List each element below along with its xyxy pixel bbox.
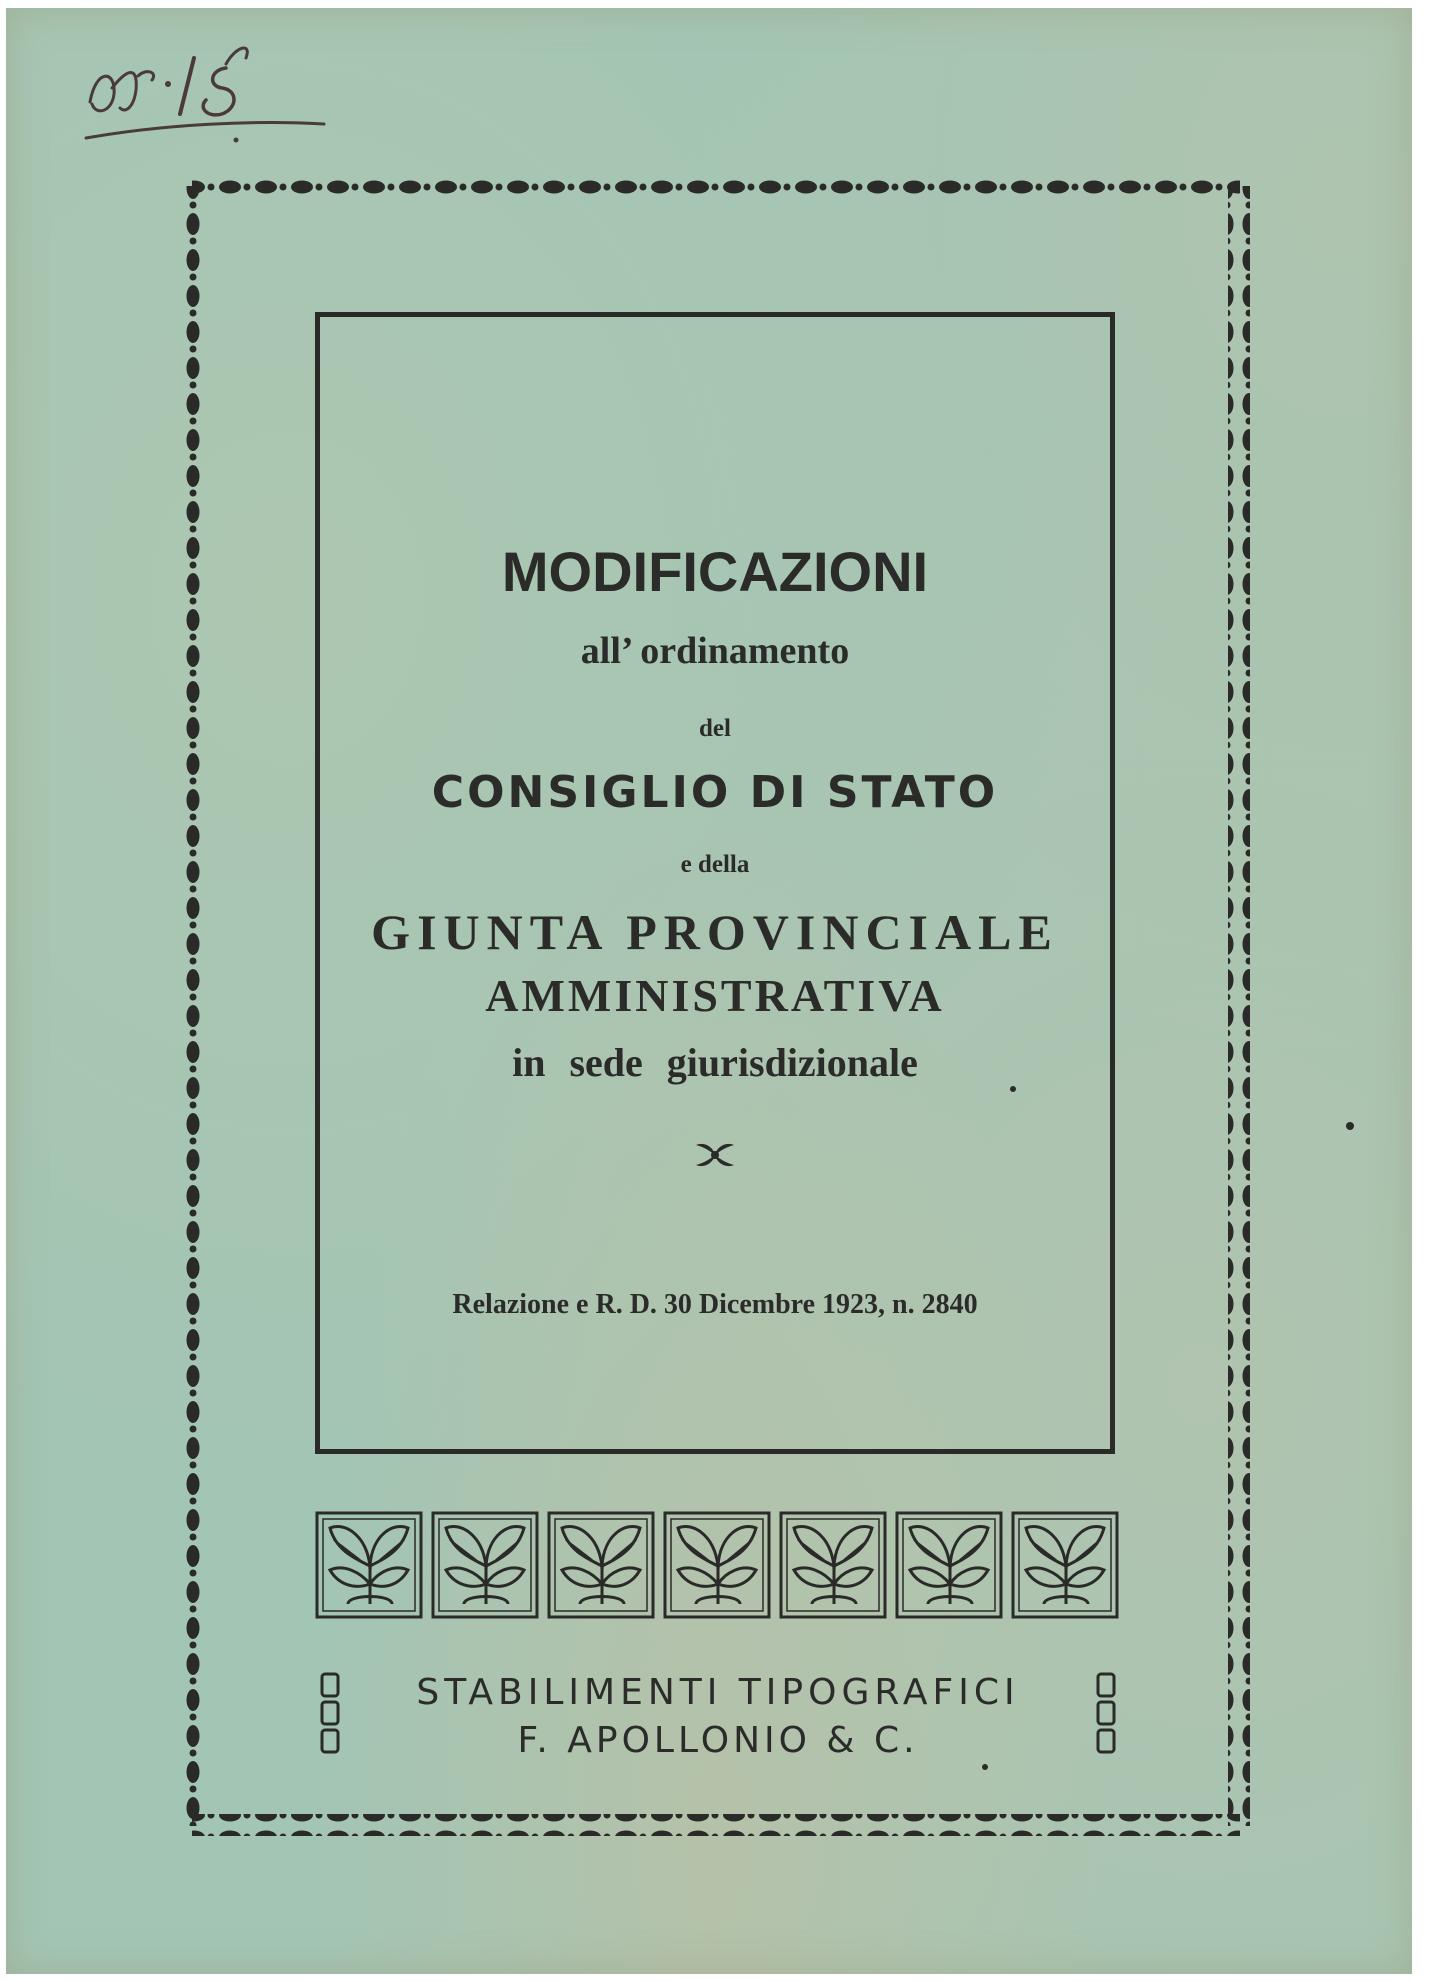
title-frame [315,312,1115,1454]
main-title: MODIFICAZIONI [501,540,929,603]
paper-speck [1346,1122,1354,1130]
subtitle-ordinamento: all’ ordinamento [580,630,850,672]
publisher-line-2: F. APOLLONIO & C. [517,1720,919,1761]
subtitle-giunta-provinciale: GIUNTA PROVINCIALE [371,904,1059,960]
subtitle-del: del [699,715,731,742]
subtitle-amministrativa: AMMINISTRATIVA [485,970,945,1021]
subtitle-in-sede-giurisdizionale: in sede giurisdizionale [512,1040,918,1085]
paper-speck [982,1764,988,1770]
publisher-line-1: STABILIMENTI TIPOGRAFICI [416,1672,1020,1713]
stacked-squares-ornament-right [1096,1672,1116,1756]
fleuron-icon [692,1137,738,1173]
leaf-frieze-ornament [314,1508,1120,1622]
subtitle-consiglio-di-stato: CONSIGLIO DI STATO [431,767,999,818]
book-cover [6,8,1412,1974]
decree-reference: Relazione e R. D. 30 Dicembre 1923, n. 2840 [452,1289,978,1320]
publisher-imprint [312,1668,1124,1768]
paper-speck [1010,1086,1016,1092]
handwritten-number-mark [76,28,336,158]
subtitle-e-della: e della [680,851,750,878]
